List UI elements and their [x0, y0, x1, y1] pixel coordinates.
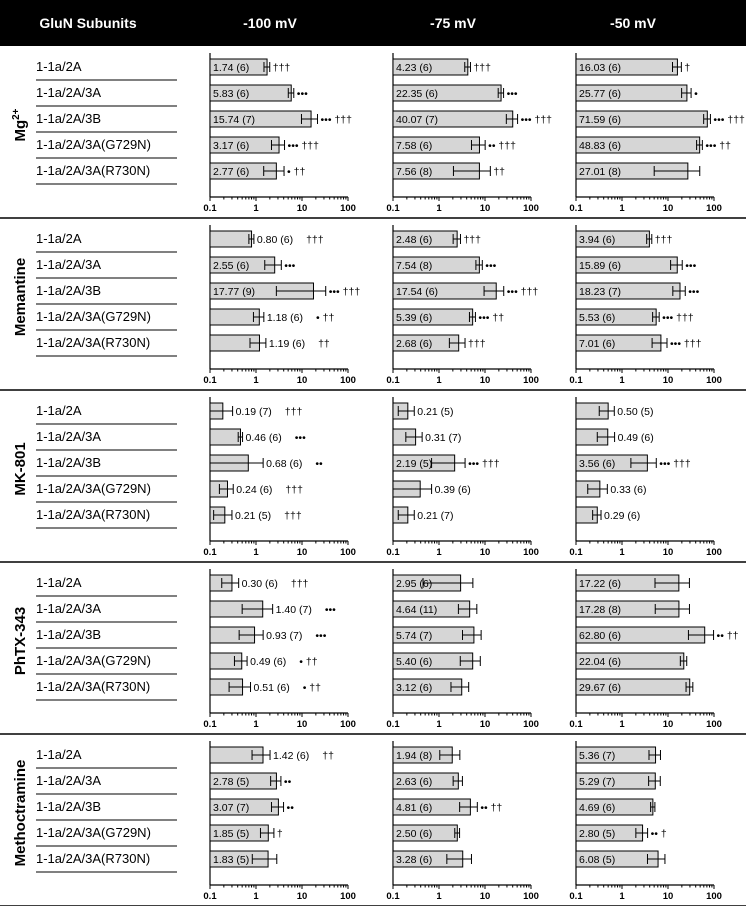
tick-label: 0.1 [203, 719, 217, 730]
data-label: 0.30 (6) [241, 578, 278, 590]
bar [210, 309, 259, 325]
panel-mk-801 [0, 397, 746, 562]
tick-label: 100 [340, 375, 356, 386]
subunit-label: 1-1a/2A/3B [36, 627, 102, 642]
tick-label: 100 [706, 719, 722, 730]
data-label: 0.31 (7) [425, 432, 462, 444]
data-label: 1.18 (6) [266, 312, 304, 324]
tick-label: 0.1 [203, 203, 217, 214]
data-label: 2.19 (5) [396, 458, 433, 470]
data-label: 22.04 (6) [579, 656, 622, 668]
data-label: 1.74 (6) [213, 62, 250, 74]
subunit-label: 1-1a/2A/3A [36, 429, 102, 444]
tick-label: 1 [619, 547, 625, 558]
data-label: 15.89 (6) [579, 260, 622, 272]
data-label: 71.59 (6) [579, 114, 622, 126]
significance-markers: • †† [287, 166, 306, 178]
tick-label: 10 [479, 375, 491, 386]
tick-label: 1 [436, 719, 442, 730]
tick-label: 0.1 [569, 891, 583, 902]
drug-name: Mg [12, 119, 29, 142]
data-label: 0.24 (6) [236, 484, 273, 496]
significance-markers: •• †† [480, 802, 503, 814]
data-label: 0.29 (6) [604, 510, 641, 522]
tick-label: 0.1 [203, 375, 217, 386]
header-subunits-label: GluN Subunits [39, 15, 137, 31]
significance-markers: †† [493, 166, 506, 178]
data-label: 0.49 (6) [617, 432, 654, 444]
significance-markers: ••• [688, 286, 700, 298]
significance-markers: ••• †† [478, 312, 505, 324]
tick-label: 0.1 [203, 547, 217, 558]
significance-markers: •• †† [716, 630, 739, 642]
tick-label: 10 [662, 203, 674, 214]
subunit-label: 1-1a/2A/3B [36, 111, 102, 126]
tick-label: 100 [706, 547, 722, 558]
subunit-label: 1-1a/2A/3A(R730N) [36, 679, 151, 694]
data-label: 40.07 (7) [396, 114, 439, 126]
data-label: 62.80 (6) [579, 630, 622, 642]
data-label: 2.68 (6) [396, 338, 433, 350]
data-label: 2.95 (6) [396, 578, 433, 590]
data-label: 0.21 (5) [234, 510, 272, 522]
tick-label: 10 [296, 719, 308, 730]
tick-label: 0.1 [569, 375, 583, 386]
significance-markers: ††† [285, 484, 303, 496]
data-label: 18.23 (7) [579, 286, 622, 298]
subunit-label: 1-1a/2A/3B [36, 455, 102, 470]
tick-label: 100 [523, 719, 539, 730]
subunit-label: 1-1a/2A/3A(R730N) [36, 507, 151, 522]
data-label: 2.63 (6) [396, 776, 433, 788]
tick-label: 1 [619, 203, 625, 214]
significance-markers: ••• ††† [506, 286, 539, 298]
subunit-label: 1-1a/2A/3A [36, 773, 102, 788]
significance-markers: ••• †† [705, 140, 731, 152]
subunit-label: 1-1a/2A [36, 403, 82, 418]
significance-markers: •• [286, 802, 294, 814]
subunit-label: 1-1a/2A/3A [36, 601, 102, 616]
tick-label: 0.1 [386, 719, 400, 730]
tick-label: 100 [523, 203, 539, 214]
data-label: 0.21 (5) [417, 406, 454, 418]
drug-name: Methoctramine [12, 759, 29, 867]
tick-label: 10 [479, 203, 491, 214]
significance-markers: ••• [485, 260, 497, 272]
significance-markers: •• [283, 776, 292, 788]
header-column-minus50: -50 mV [610, 15, 656, 31]
data-label: 1.94 (8) [396, 750, 433, 762]
tick-label: 1 [253, 891, 259, 902]
data-label: 5.83 (6) [213, 88, 250, 100]
data-label: 0.50 (5) [617, 406, 654, 418]
data-label: 17.28 (8) [579, 604, 622, 616]
data-label: 3.07 (7) [213, 802, 250, 814]
column-1 [386, 569, 539, 730]
significance-markers: ••• ††† [669, 338, 702, 350]
tick-label: 1 [253, 203, 259, 214]
significance-markers: ••• ††† [659, 458, 691, 470]
drug-superscript: 2+ [11, 108, 22, 120]
tick-label: 100 [706, 203, 722, 214]
subunit-label: 1-1a/2A [36, 575, 82, 590]
data-label: 3.17 (6) [213, 140, 250, 152]
tick-label: 1 [436, 375, 442, 386]
significance-markers: ••• [315, 630, 327, 642]
significance-markers: ••• ††† [713, 114, 745, 126]
significance-markers: ††† [468, 338, 486, 350]
significance-markers: ••• [685, 260, 697, 272]
significance-markers: •• † [650, 828, 667, 840]
data-label: 1.19 (6) [268, 338, 306, 350]
data-label: 5.53 (6) [579, 312, 616, 324]
tick-label: 100 [523, 375, 539, 386]
data-label: 17.54 (6) [396, 286, 439, 298]
tick-label: 1 [619, 719, 625, 730]
tick-label: 100 [706, 891, 722, 902]
tick-label: 0.1 [569, 203, 583, 214]
tick-label: 100 [340, 547, 356, 558]
data-label: 0.51 (6) [253, 682, 290, 694]
data-label: 0.93 (7) [266, 630, 303, 642]
data-label: 4.81 (6) [396, 802, 433, 814]
data-label: 6.08 (5) [579, 854, 616, 866]
column-0 [203, 225, 360, 386]
tick-label: 1 [253, 547, 259, 558]
data-label: 1.83 (5) [213, 854, 250, 866]
subunit-label: 1-1a/2A/3A(G729N) [36, 653, 151, 668]
data-label: 4.64 (11) [396, 604, 438, 616]
data-label: 7.56 (8) [396, 166, 433, 178]
bar [210, 429, 240, 445]
tick-label: 10 [662, 891, 674, 902]
data-label: 2.78 (5) [213, 776, 250, 788]
data-label: 5.74 (7) [396, 630, 433, 642]
subunit-label: 1-1a/2A/3A(R730N) [36, 335, 151, 350]
data-label: 22.35 (6) [396, 88, 439, 100]
significance-markers: • †† [302, 682, 321, 694]
tick-label: 100 [340, 203, 356, 214]
significance-markers: ••• [506, 88, 518, 100]
drug-label [12, 607, 29, 675]
column-2 [569, 741, 722, 902]
significance-markers: ††† [284, 510, 302, 522]
column-1 [386, 397, 539, 558]
data-label: 5.39 (6) [396, 312, 433, 324]
drug-name: MK-801 [12, 442, 29, 496]
significance-markers: †† [318, 338, 330, 350]
significance-markers: ••• ††† [320, 114, 352, 126]
tick-label: 1 [436, 547, 442, 558]
significance-markers: ††† [272, 62, 291, 74]
data-label: 2.50 (6) [396, 828, 433, 840]
significance-markers: ••• [294, 432, 306, 444]
data-label: 0.21 (7) [417, 510, 454, 522]
panel-mg [0, 53, 746, 218]
data-label: 2.48 (6) [396, 234, 433, 246]
tick-label: 1 [436, 891, 442, 902]
significance-markers: •• ††† [488, 140, 516, 152]
tick-label: 10 [662, 547, 674, 558]
data-label: 15.74 (7) [213, 114, 256, 126]
significance-markers: • [694, 88, 698, 100]
header-column-minus100: -100 mV [243, 15, 297, 31]
subunit-label: 1-1a/2A/3A(G729N) [36, 137, 151, 152]
bar [210, 231, 252, 247]
data-label: 0.46 (6) [245, 432, 282, 444]
data-label: 0.33 (6) [610, 484, 647, 496]
significance-markers: ••• ††† [468, 458, 500, 470]
column-2 [569, 569, 738, 730]
tick-label: 100 [523, 891, 539, 902]
significance-markers: ††† [290, 578, 309, 590]
tick-label: 10 [296, 203, 308, 214]
data-label: 7.54 (8) [396, 260, 433, 272]
drug-label [11, 108, 29, 141]
data-label: 0.68 (6) [266, 458, 303, 470]
data-label: 4.69 (6) [579, 802, 616, 814]
tick-label: 100 [340, 719, 356, 730]
significance-markers: † [276, 828, 283, 840]
subunit-label: 1-1a/2A [36, 747, 82, 762]
drug-name: PhTX-343 [12, 606, 29, 676]
significance-markers: ••• ††† [662, 312, 694, 324]
panels [0, 53, 746, 906]
subunit-label: 1-1a/2A/3A(R730N) [36, 163, 151, 178]
data-label: 27.01 (8) [579, 166, 622, 178]
drug-label [12, 442, 29, 495]
column-2 [569, 225, 722, 386]
column-0 [203, 569, 356, 730]
data-label: 16.03 (6) [579, 62, 622, 74]
significance-markers: ††† [654, 234, 673, 246]
data-label: 2.80 (5) [579, 828, 616, 840]
tick-label: 10 [662, 375, 674, 386]
data-label: 17.22 (6) [579, 578, 622, 590]
drug-name: Memantine [12, 257, 29, 337]
tick-label: 1 [253, 375, 259, 386]
tick-label: 1 [619, 891, 625, 902]
tick-label: 100 [706, 375, 722, 386]
significance-markers: ••• ††† [328, 286, 361, 298]
significance-markers: ††† [473, 62, 491, 74]
data-label: 2.55 (6) [213, 260, 250, 272]
tick-label: 10 [662, 719, 674, 730]
tick-label: 10 [479, 719, 491, 730]
data-label: 2.77 (6) [213, 166, 250, 178]
data-label: 29.67 (6) [579, 682, 622, 694]
data-label: 5.40 (6) [396, 656, 433, 668]
significance-markers: †† [322, 750, 334, 762]
subunit-label: 1-1a/2A/3B [36, 283, 102, 298]
tick-label: 0.1 [386, 375, 400, 386]
tick-label: 10 [296, 891, 308, 902]
header-column-minus75: -75 mV [430, 15, 476, 31]
significance-markers: •• [315, 458, 323, 470]
tick-label: 0.1 [386, 203, 400, 214]
subunit-label: 1-1a/2A [36, 59, 82, 74]
data-label: 5.36 (7) [579, 750, 616, 762]
tick-label: 1 [619, 375, 625, 386]
tick-label: 0.1 [203, 891, 217, 902]
panel-phtx-343 [0, 569, 746, 734]
significance-markers: ††† [463, 234, 482, 246]
data-label: 1.85 (5) [213, 828, 250, 840]
significance-markers: ††† [306, 234, 324, 246]
tick-label: 1 [253, 719, 259, 730]
data-label: 7.58 (6) [396, 140, 433, 152]
subunit-label: 1-1a/2A/3A [36, 85, 102, 100]
significance-markers: ••• ††† [520, 114, 553, 126]
column-2 [569, 397, 722, 558]
tick-label: 0.1 [386, 891, 400, 902]
drug-label [12, 760, 29, 867]
significance-markers: ••• [284, 260, 296, 272]
data-label: 17.77 (9) [213, 286, 256, 298]
column-2 [569, 53, 745, 214]
significance-markers: • †† [316, 312, 335, 324]
data-label: 48.83 (6) [579, 140, 622, 152]
data-label: 25.77 (6) [579, 88, 622, 100]
tick-label: 0.1 [386, 547, 400, 558]
data-label: 7.01 (6) [579, 338, 616, 350]
tick-label: 10 [296, 375, 308, 386]
significance-markers: ††† [284, 406, 303, 418]
tick-label: 100 [340, 891, 356, 902]
subunit-label: 1-1a/2A/3B [36, 799, 102, 814]
significance-markers: ••• ††† [287, 140, 319, 152]
tick-label: 0.1 [569, 547, 583, 558]
subunit-label: 1-1a/2A/3A(G729N) [36, 309, 151, 324]
data-label: 3.94 (6) [579, 234, 616, 246]
tick-label: 100 [523, 547, 539, 558]
column-0 [203, 741, 356, 902]
drug-label [12, 258, 29, 336]
significance-markers: ••• [296, 88, 308, 100]
data-label: 3.28 (6) [396, 854, 433, 866]
data-label: 3.12 (6) [396, 682, 433, 694]
data-label: 5.29 (7) [579, 776, 616, 788]
data-label: 0.80 (6) [256, 234, 294, 246]
data-label: 0.19 (7) [235, 406, 272, 418]
data-label: 1.42 (6) [273, 750, 310, 762]
subunit-label: 1-1a/2A/3A(R730N) [36, 851, 151, 866]
column-1 [386, 741, 539, 902]
tick-label: 10 [479, 891, 491, 902]
data-label: 3.56 (6) [579, 458, 616, 470]
significance-markers: ••• [324, 604, 336, 616]
data-label: 1.40 (7) [275, 604, 312, 616]
column-0 [203, 53, 356, 214]
subunit-label: 1-1a/2A/3A [36, 257, 102, 272]
column-1 [386, 225, 539, 386]
panel-methoctramine [0, 741, 746, 906]
column-0 [203, 397, 356, 558]
significance-markers: • †† [299, 656, 318, 668]
tick-label: 0.1 [569, 719, 583, 730]
tick-label: 10 [296, 547, 308, 558]
data-label: 0.39 (6) [434, 484, 471, 496]
panel-memantine [0, 225, 746, 390]
tick-label: 1 [436, 203, 442, 214]
subunit-label: 1-1a/2A/3A(G729N) [36, 481, 151, 496]
subunit-label: 1-1a/2A [36, 231, 82, 246]
data-label: 4.23 (6) [396, 62, 433, 74]
data-label: 0.49 (6) [250, 656, 287, 668]
column-1 [386, 53, 552, 214]
subunit-label: 1-1a/2A/3A(G729N) [36, 825, 151, 840]
tick-label: 10 [479, 547, 491, 558]
significance-markers: † [684, 62, 691, 74]
